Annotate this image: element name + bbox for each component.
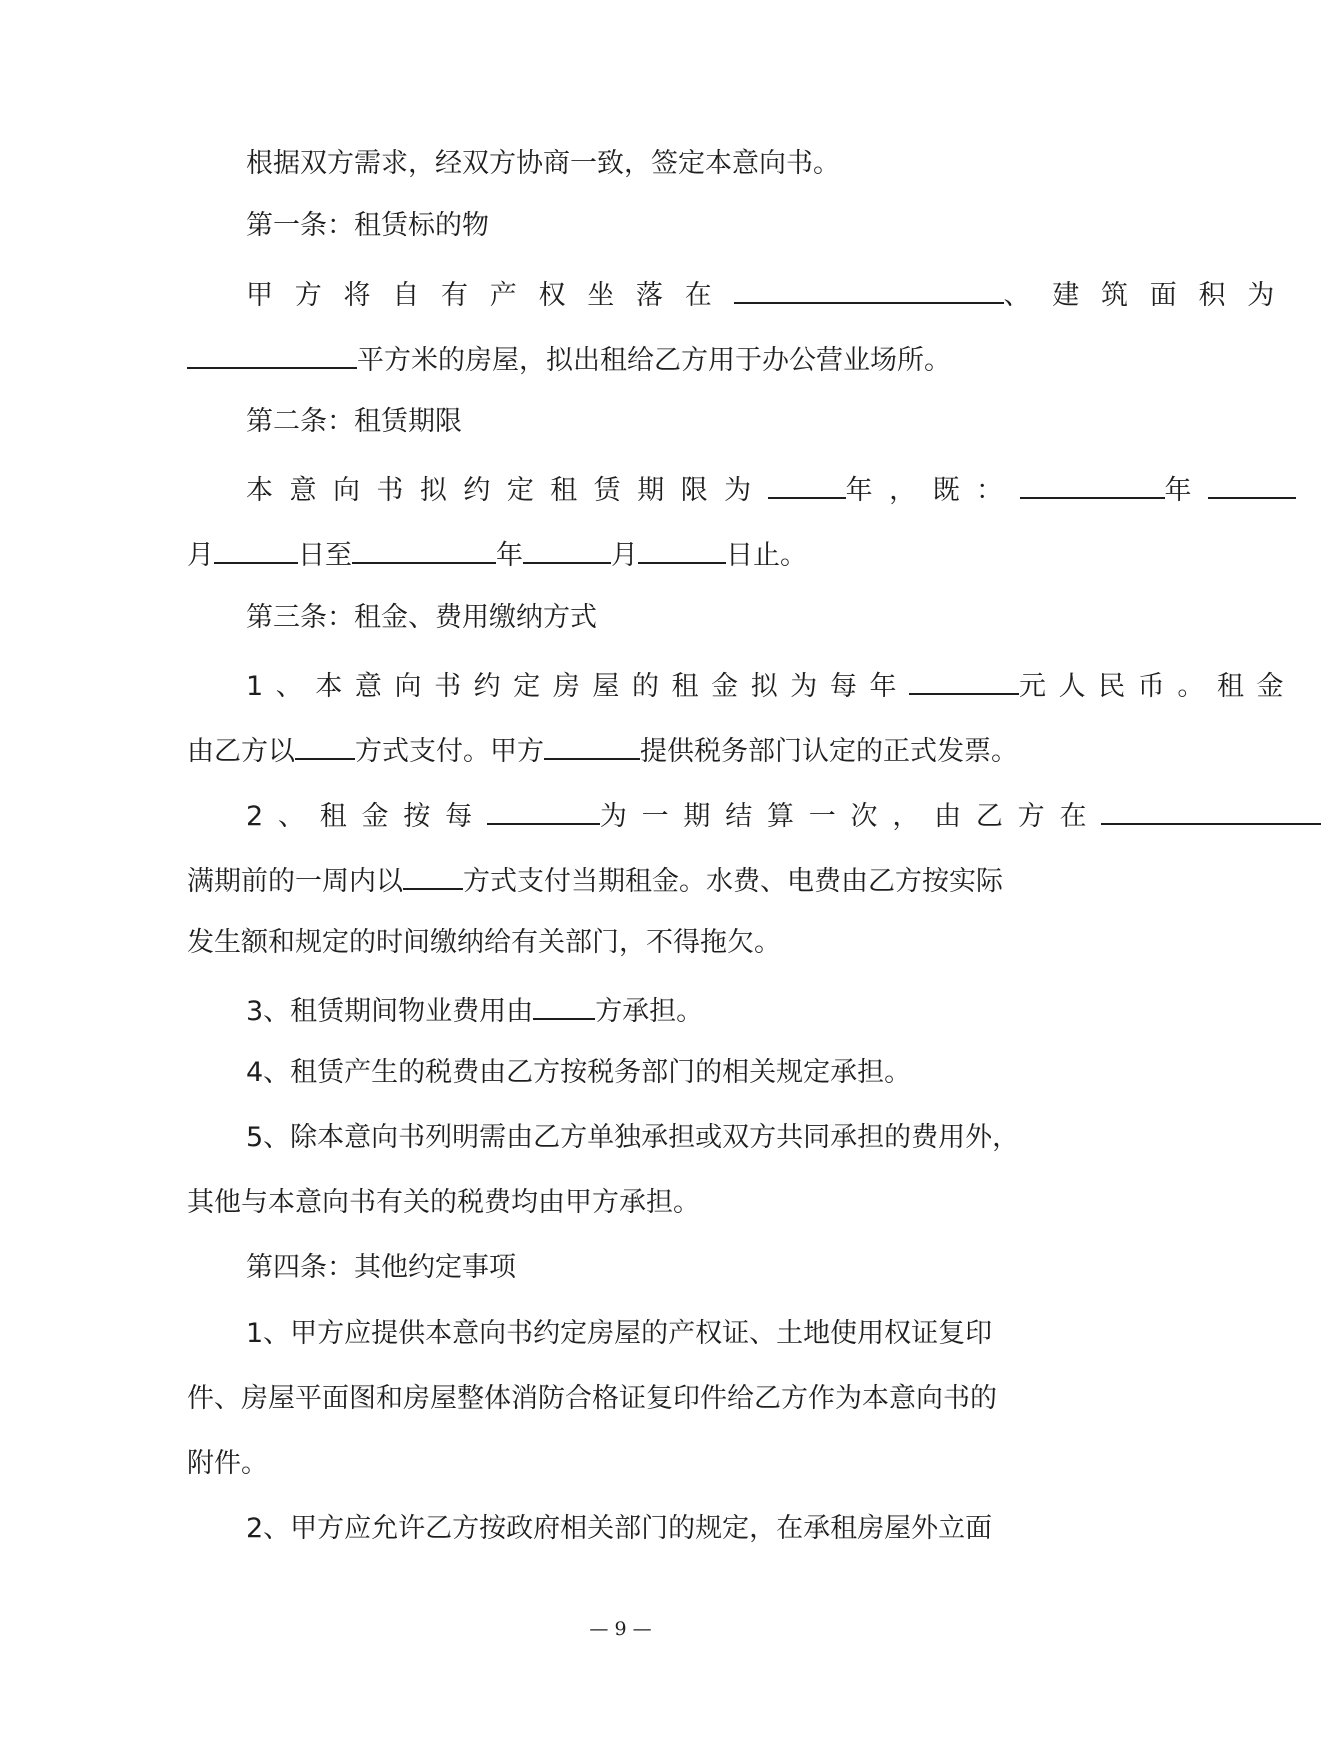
text-line: [246, 795, 1321, 831]
text-segment: 4、租赁产生的税费由乙方按税务部门的相关规定承担。: [246, 1057, 912, 1088]
text-segment: 年: [496, 540, 523, 571]
text-line: [187, 1446, 268, 1482]
text-segment: 1、甲方应提供本意向书约定房屋的产权证、土地使用权证复印: [246, 1318, 993, 1349]
text-line: [246, 1120, 1019, 1156]
fill-in-blank: [187, 339, 357, 369]
text-segment: 月: [187, 540, 214, 571]
text-segment: 提供税务部门认定的正式发票。: [640, 736, 1018, 767]
text-segment: 甲方将自有产权坐落在: [246, 280, 734, 311]
text-line: [246, 274, 1296, 310]
fill-in-blank: [1208, 469, 1296, 499]
text-segment: 年，既：: [845, 475, 1020, 506]
text-line: [246, 1511, 992, 1547]
text-line: [246, 208, 489, 244]
text-segment: 3、租赁期间物业费用由: [246, 996, 534, 1027]
text-segment: 第二条：租赁期限: [246, 406, 462, 437]
text-segment: 日至: [298, 540, 352, 571]
text-segment: 件、房屋平面图和房屋整体消防合格证复印件给乙方作为本意向书的: [187, 1383, 997, 1414]
fill-in-blank: [487, 795, 600, 825]
text-line: [246, 665, 1296, 701]
text-segment: 根据双方需求，经双方协商一致，签定本意向书。: [246, 148, 840, 179]
text-segment: 满期前的一周内以: [187, 866, 403, 897]
text-line: [187, 730, 1018, 766]
page-number: — 9 —: [589, 1618, 652, 1640]
text-line: [187, 925, 781, 961]
fill-in-blank: [544, 730, 640, 760]
text-segment: 为一期结算一次，由乙方在: [599, 801, 1102, 832]
fill-in-blank: [1101, 795, 1321, 825]
text-line: [187, 534, 807, 570]
fill-in-blank: [909, 665, 1019, 695]
text-line: [246, 1250, 516, 1286]
text-segment: 1、本意向书约定房屋的租金拟为每年: [246, 671, 910, 702]
fill-in-blank: [734, 274, 1004, 304]
text-segment: 5、除本意向书列明需由乙方单独承担或双方共同承担的费用外，: [246, 1122, 1020, 1153]
text-segment: 方式支付当期租金。水费、电费由乙方按实际: [463, 866, 1003, 897]
text-segment: 元人民币。租金: [1019, 671, 1297, 702]
text-segment: 2、甲方应允许乙方按政府相关部门的规定，在承租房屋外立面: [246, 1513, 993, 1544]
fill-in-blank: [352, 534, 496, 564]
text-segment: 第三条：租金、费用缴纳方式: [246, 602, 597, 633]
text-segment: 、建筑面积为: [1003, 280, 1296, 311]
text-segment: 方式支付。甲方: [355, 736, 544, 767]
text-segment: 由乙方以: [187, 736, 295, 767]
text-segment: 日止。: [726, 540, 807, 571]
text-segment: 方承担。: [595, 996, 704, 1027]
text-segment: 2、租金按每: [246, 801, 487, 832]
text-line: [246, 469, 1296, 505]
text-segment: 附件。: [187, 1448, 268, 1479]
text-line: [246, 1055, 911, 1091]
text-segment: 发生额和规定的时间缴纳给有关部门，不得拖欠。: [187, 927, 781, 958]
fill-in-blank: [1020, 469, 1165, 499]
text-line: [246, 990, 703, 1026]
text-segment: 月: [611, 540, 638, 571]
text-segment: 本意向书拟约定租赁期限为: [246, 475, 768, 506]
text-segment: 第四条：其他约定事项: [246, 1252, 516, 1283]
text-line: [246, 600, 597, 636]
text-line: [246, 146, 840, 182]
text-line: [187, 1381, 997, 1417]
fill-in-blank: [523, 534, 611, 564]
text-line: [187, 1185, 700, 1221]
text-line: [246, 1316, 992, 1352]
fill-in-blank: [295, 730, 355, 760]
fill-in-blank: [403, 860, 463, 890]
fill-in-blank: [533, 990, 595, 1020]
text-line: [187, 860, 1003, 896]
fill-in-blank: [638, 534, 726, 564]
text-line: [246, 404, 462, 440]
text-segment: 第一条：租赁标的物: [246, 210, 489, 241]
text-segment: 年: [1164, 475, 1209, 506]
fill-in-blank: [768, 469, 846, 499]
text-segment: 平方米的房屋，拟出租给乙方用于办公营业场所。: [357, 345, 951, 376]
text-line: [187, 339, 951, 375]
text-segment: 其他与本意向书有关的税费均由甲方承担。: [187, 1187, 700, 1218]
fill-in-blank: [214, 534, 298, 564]
